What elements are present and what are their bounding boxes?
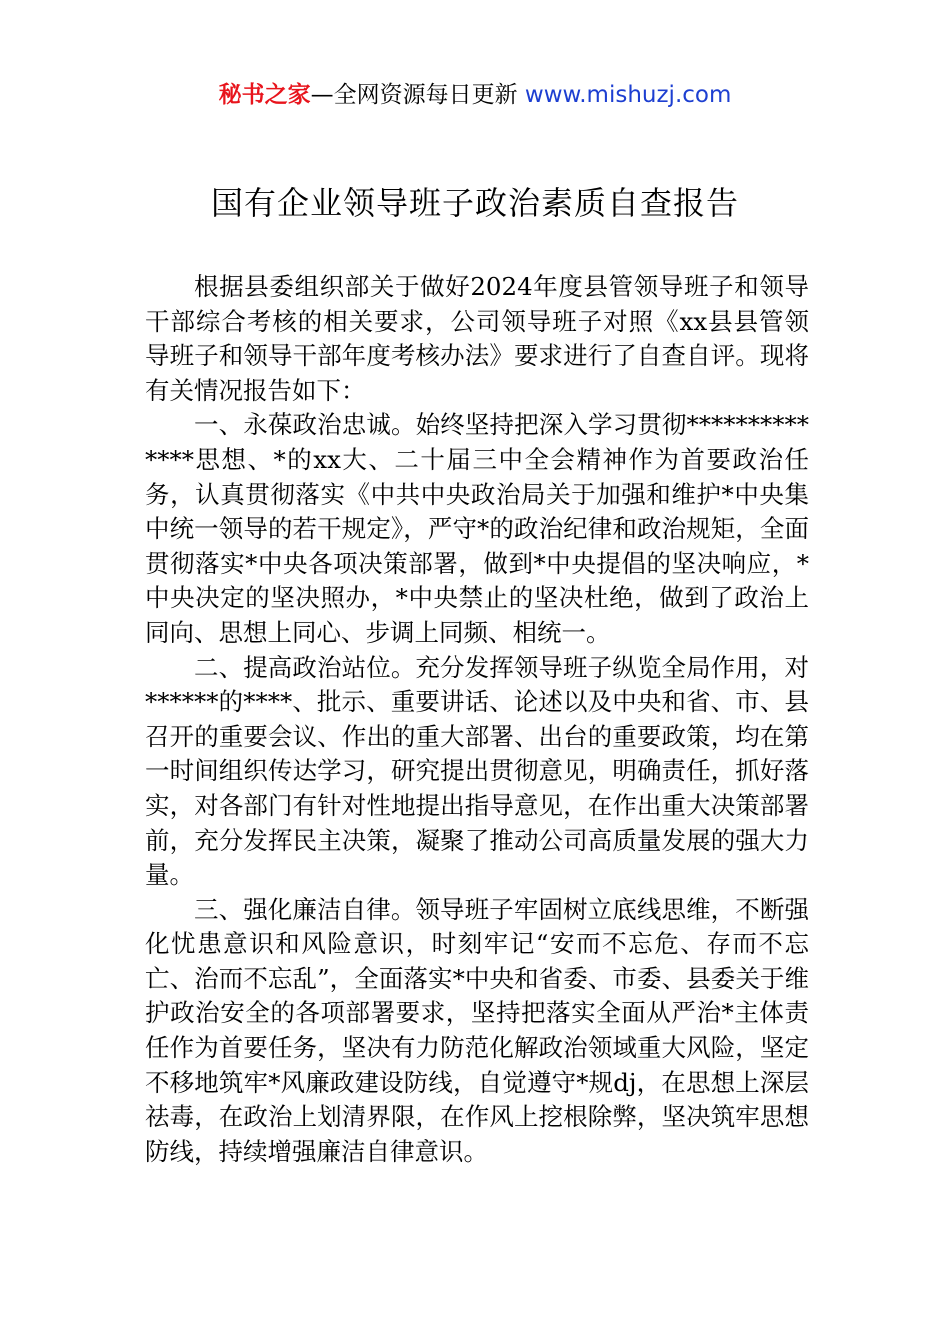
document-title: 国有企业领导班子政治素质自查报告: [210, 184, 739, 222]
brand-name: 秘书之家: [218, 82, 311, 108]
document-body: [145, 270, 809, 1169]
paragraph-section-2: 二、提高政治站位。充分发挥领导班子纵览全局作用，对******的****、批示、重要讲话、论述以及中央和省、市、县召开的重要会议、作出的重大部署、出台的重要政策，均在第一时间组织传达学习，研究提出贯彻意见，明确责任，抓好落实，对各部门有针对性地提出指导意见，在作出重大决策部署前，充分发挥民主决策，凝聚了推动公司高质量发展的强大力量。: [145, 652, 809, 890]
site-header: [0, 78, 950, 112]
paragraph-intro: 根据县委组织部关于做好2024年度县管领导班子和领导干部综合考核的相关要求，公司领导班子对照《xx县县管领导班子和领导干部年度考核办法》要求进行了自查自评。现将有关情况报告如下：: [145, 272, 809, 405]
paragraph-section-3: 三、强化廉洁自律。领导班子牢固树立底线思维，不断强化忧患意识和风险意识，时刻牢记“安而不忘危、存而不忘亡、治而不忘乱”，全面落实*中央和省委、市委、县委关于维护政治安全的各项部署要求，坚持把落实全面从严治*主体责任作为首要任务，坚决有力防范化解政治领域重大风险，坚定不移地筑牢*风廉政建设防线，自觉遵守*规dj，在思想上深层祛毒，在政治上划清界限，在作风上挖根除弊，坚决筑牢思想防线，持续增强廉洁自律意识。: [145, 894, 809, 1166]
paragraph-section-1: 一、永葆政治忠诚。始终坚持把深入学习贯彻**************思想、*的xx大、二十届三中全会精神作为首要政治任务，认真贯彻落实《中共中央政治局关于加强和维护*中央集中统一领导的若干规定》，严守*的政治纪律和政治规矩，全面贯彻落实*中央各项决策部署，做到*中央提倡的坚决响应，*中央决定的坚决照办，*中央禁止的坚决杜绝，做到了政治上同向、思想上同心、步调上同频、相统一。: [145, 410, 809, 647]
site-url-link[interactable]: www.mishuzj.com: [524, 82, 732, 108]
header-tagline: —全网资源每日更新: [310, 82, 518, 108]
